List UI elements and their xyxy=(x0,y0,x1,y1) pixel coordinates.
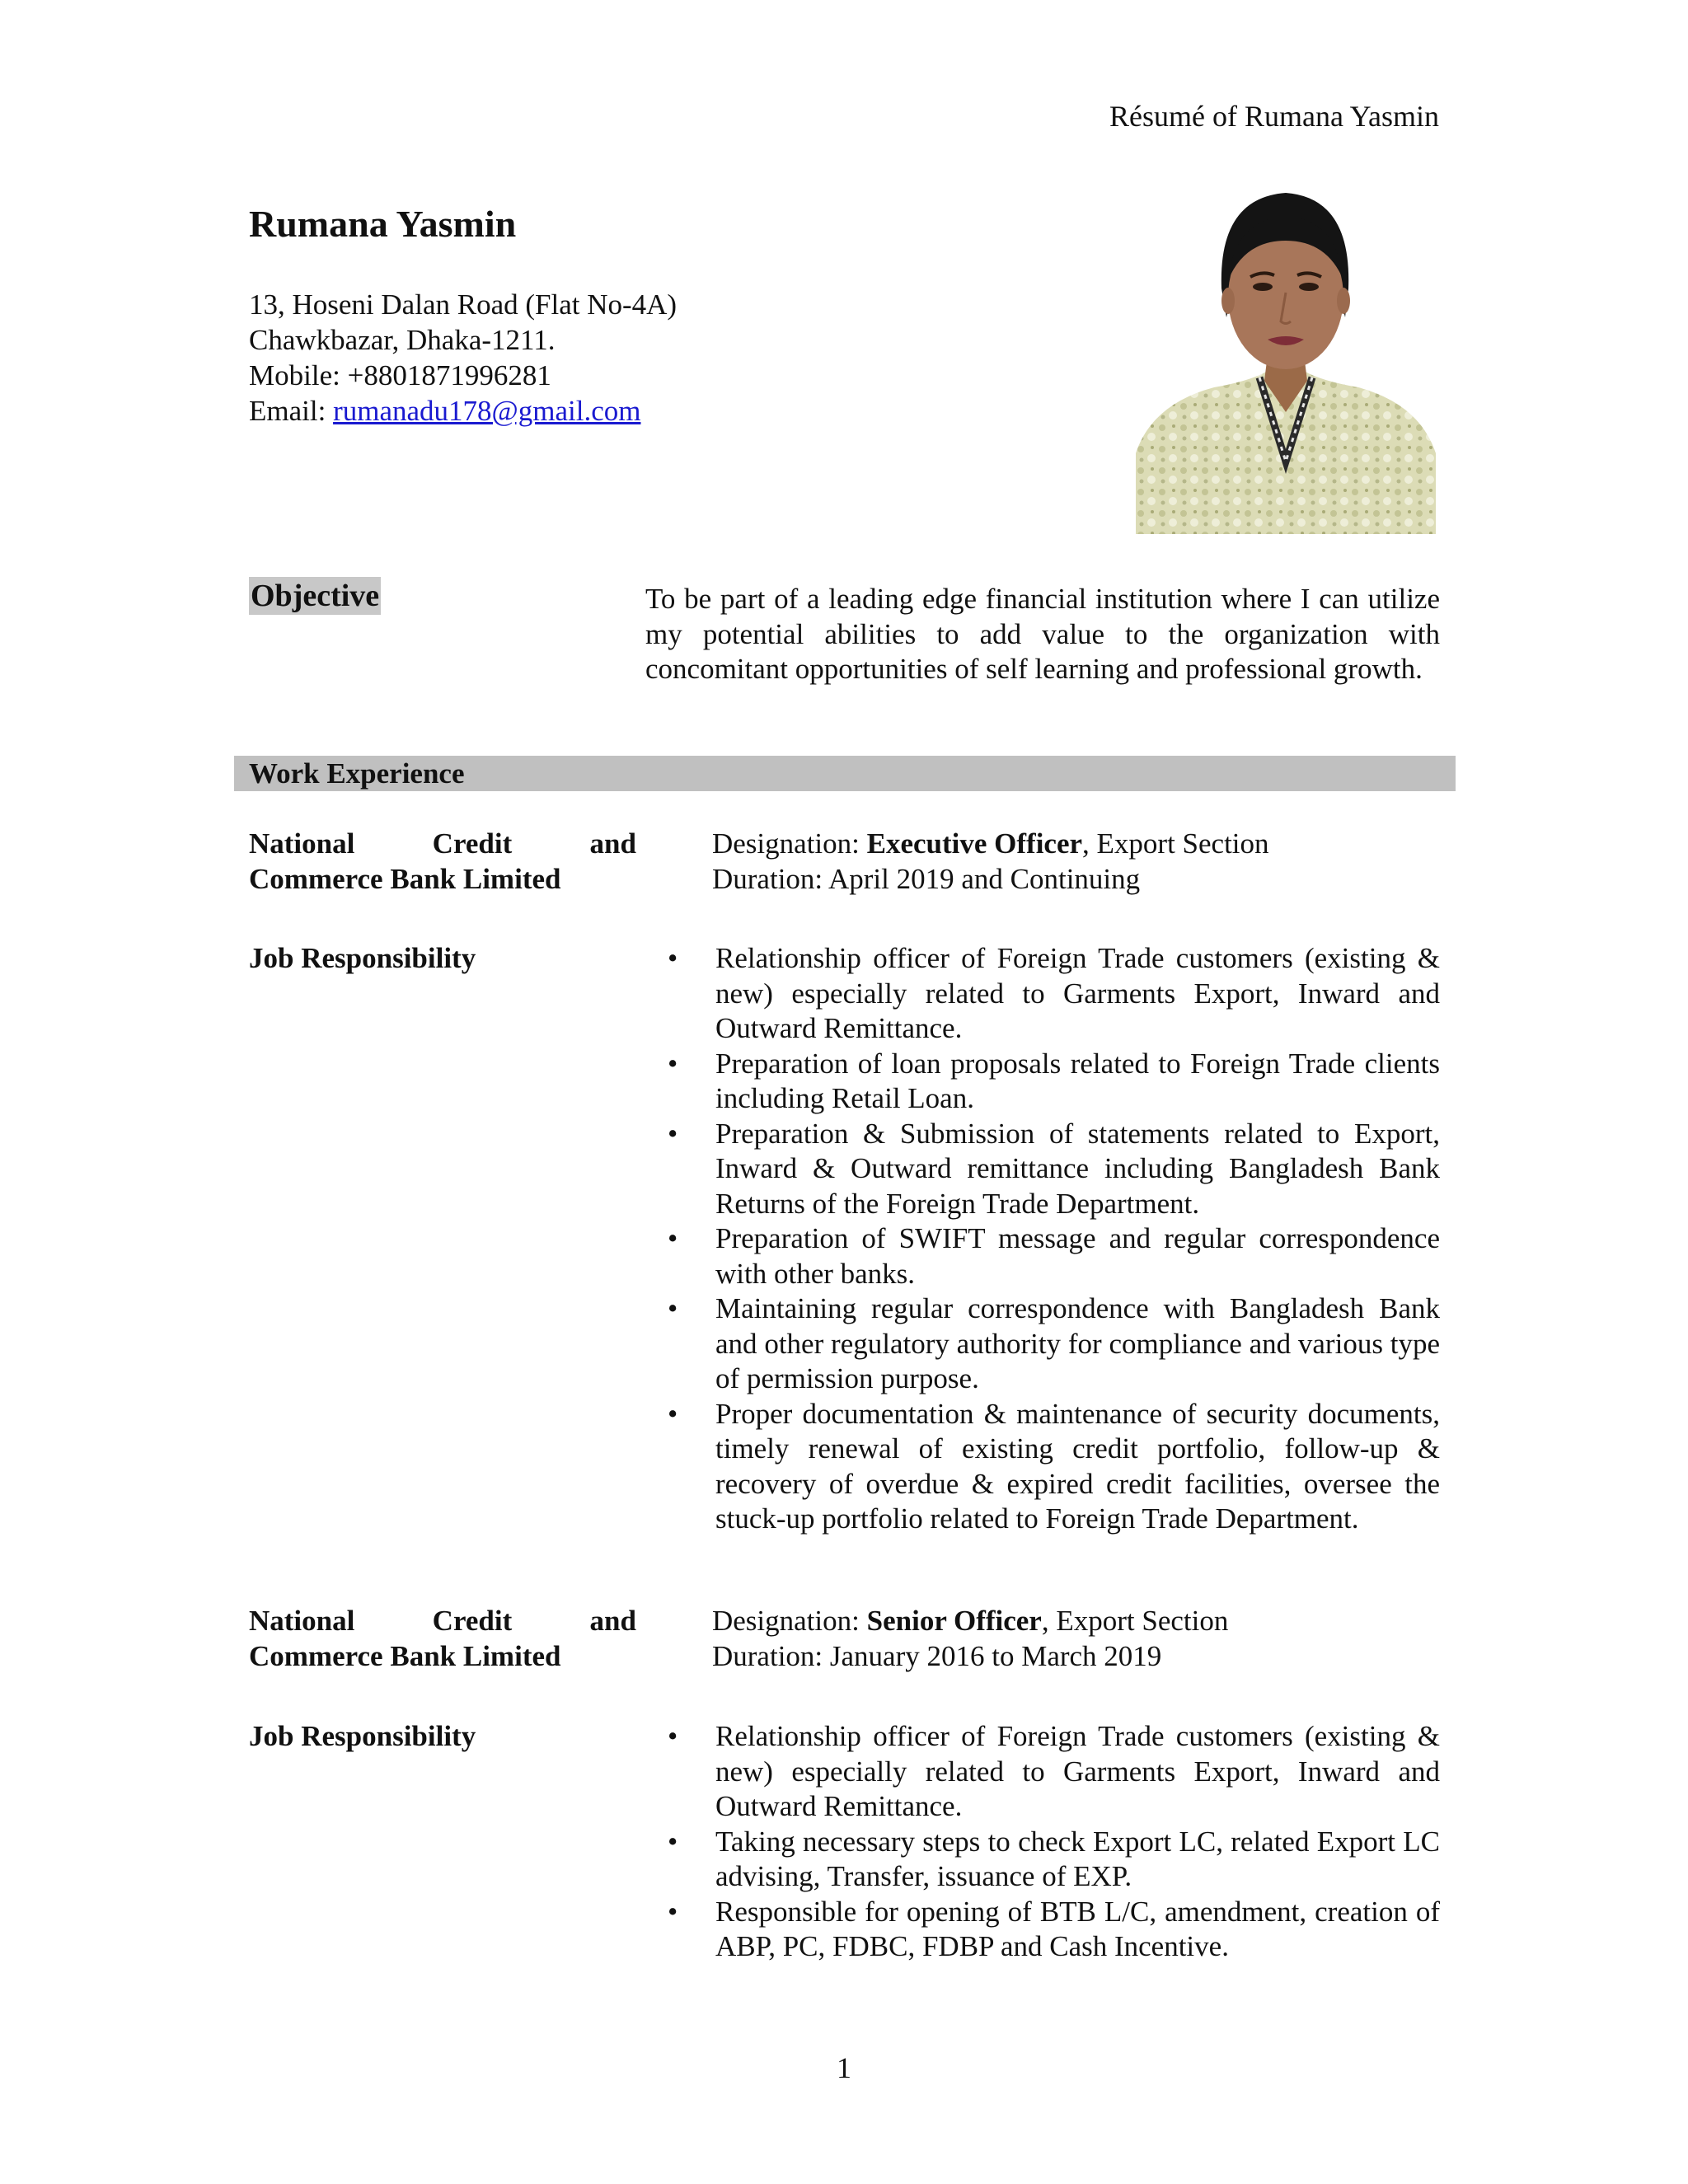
job-2-designation-block xyxy=(712,1604,1228,1674)
profile-photo xyxy=(1136,165,1436,534)
email-line xyxy=(249,393,677,429)
designation-label: Designation: xyxy=(712,1605,867,1637)
designation-label: Designation: xyxy=(712,827,867,860)
org-word: National xyxy=(249,1605,355,1637)
candidate-name: Rumana Yasmin xyxy=(249,203,517,245)
job-1-designation-block xyxy=(712,827,1269,897)
page-number: 1 xyxy=(837,2051,851,2084)
mobile-line xyxy=(249,358,677,393)
responsibility-item: • Relationship officer of Foreign Trade customers (existing & new) especially related to Garments Export, Inward and Outward Remittance. xyxy=(715,941,1440,1047)
responsibility-item: • Taking necessary steps to check Export LC, related Export LC advising, Transfer, issuance of EXP. xyxy=(715,1825,1440,1895)
job-1-organization xyxy=(249,827,636,897)
address-line-1: 13, Hoseni Dalan Road (Flat No-4A) xyxy=(249,288,678,321)
responsibility-item: • Maintaining regular correspondence with Bangladesh Bank and other regulatory authority for compliance and various type of permission purpose. xyxy=(715,1291,1440,1397)
mobile-number: +8801871996281 xyxy=(347,359,551,391)
job-1-responsibilities xyxy=(715,941,1440,1537)
job-1-responsibility-label: Job Responsibility xyxy=(249,942,476,974)
designation-section: , Export Section xyxy=(1041,1605,1229,1637)
org-line-2: Commerce Bank Limited xyxy=(249,1639,561,1672)
org-word: and xyxy=(589,827,636,860)
job-2-designation xyxy=(712,1604,1228,1639)
job-1-designation xyxy=(712,827,1269,862)
org-word: and xyxy=(589,1605,636,1637)
page-header-title: Résumé of Rumana Yasmin xyxy=(1109,100,1439,133)
job-2-organization xyxy=(249,1604,636,1674)
responsibility-item: • Proper documentation & maintenance of security documents, timely renewal of existing credit portfolio, follow-up & recovery of overdue & expired credit facilities, oversee the stuck-up portfolio related to Foreign Trade Department. xyxy=(715,1397,1440,1537)
portrait-illustration xyxy=(1136,165,1436,534)
designation-title: Senior Officer xyxy=(866,1605,1042,1637)
email-label: Email: xyxy=(249,395,334,427)
responsibility-item: • Preparation of loan proposals related to Foreign Trade clients including Retail Loan. xyxy=(715,1047,1440,1117)
job-2-responsibility-label: Job Responsibility xyxy=(249,1720,476,1752)
job-2-responsibilities xyxy=(715,1719,1440,1965)
job-2-duration: Duration: January 2016 to March 2019 xyxy=(712,1639,1162,1672)
responsibility-item: • Relationship officer of Foreign Trade customers (existing & new) especially related to Garments Export, Inward and Outward Remittance. xyxy=(715,1719,1440,1825)
work-experience-heading: Work Experience xyxy=(234,756,1456,791)
responsibility-item: • Preparation of SWIFT message and regular correspondence with other banks. xyxy=(715,1221,1440,1291)
mobile-label: Mobile: xyxy=(249,359,348,391)
email-link[interactable]: rumanadu178@gmail.com xyxy=(333,395,641,427)
org-line-2: Commerce Bank Limited xyxy=(249,862,561,895)
responsibility-item: • Responsible for opening of BTB L/C, amendment, creation of ABP, PC, FDBC, FDBP and Cash Incentive. xyxy=(715,1895,1440,1965)
contact-block xyxy=(249,287,677,429)
objective-text: To be part of a leading edge financial institution where I can utilize my potential abilities to add value to the organization with concomitant opportunities of self learning and professional growth. xyxy=(645,583,1440,685)
address-line-2: Chawkbazar, Dhaka-1211. xyxy=(249,324,556,356)
designation-section: , Export Section xyxy=(1082,827,1269,860)
org-word: Credit xyxy=(432,1605,513,1637)
org-word: National xyxy=(249,827,355,860)
org-word: Credit xyxy=(432,827,513,860)
job-1-duration: Duration: April 2019 and Continuing xyxy=(712,862,1141,895)
responsibility-item: • Preparation & Submission of statements related to Export, Inward & Outward remittance including Bangladesh Bank Returns of the Foreign Trade Department. xyxy=(715,1117,1440,1222)
objective-heading: Objective xyxy=(251,579,380,613)
designation-title: Executive Officer xyxy=(866,827,1083,860)
